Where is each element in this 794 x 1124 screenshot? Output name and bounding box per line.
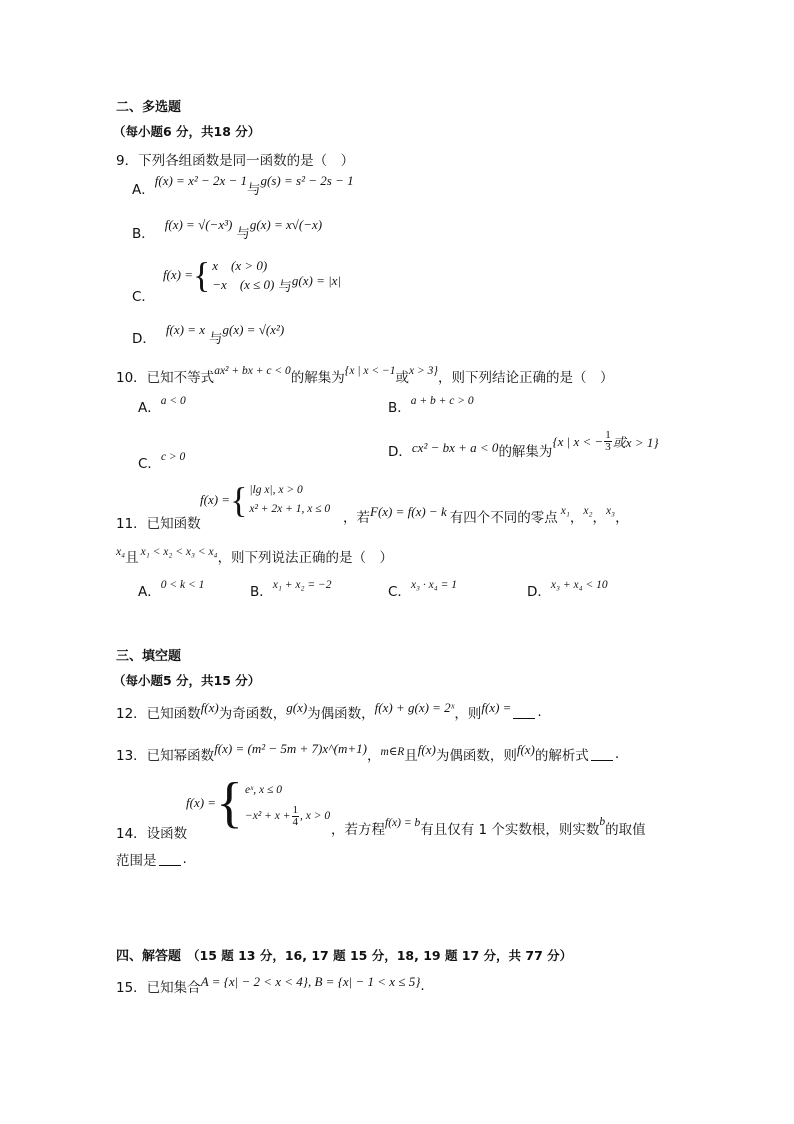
- conj-text: 与: [209, 331, 223, 347]
- case-row: [245, 803, 330, 829]
- answer-blank[interactable]: [159, 853, 181, 866]
- math-expr: x₄: [116, 546, 126, 558]
- left-brace-icon: {: [193, 255, 211, 295]
- math-expr: g(x): [286, 700, 308, 715]
- stem-text: 或: [395, 370, 409, 386]
- section-note: （每小题6 分，共18 分）: [113, 124, 261, 139]
- question-11-stem-cont: [343, 506, 629, 526]
- stem-text: .: [614, 746, 620, 762]
- question-13: [116, 741, 620, 764]
- section-note: （每小题5 分，共15 分）: [113, 673, 261, 688]
- option-label: A．: [132, 182, 155, 198]
- case-row: eˣ, x ≤ 0: [244, 784, 282, 796]
- stem-text: ，: [569, 510, 584, 526]
- math-expr: x₃ · x₄ = 1: [410, 579, 458, 591]
- stem-text: 为偶函数，则: [435, 748, 517, 764]
- stem-text: 为奇函数，: [218, 706, 287, 722]
- math-expr: f(x) =: [200, 492, 231, 507]
- q9-option-a[interactable]: [132, 173, 354, 198]
- option-label: B．: [388, 400, 411, 416]
- stem-text: ，: [592, 510, 606, 526]
- math-expr: cx² − bx + a < 0: [411, 439, 499, 455]
- q11-option-d[interactable]: [527, 580, 608, 600]
- case-row: x² + 2x + 1, x ≤ 0: [249, 503, 331, 515]
- question-14-cont: [331, 818, 646, 838]
- math-expr: f(x) = (m² − 5m + 7)x^(m+1): [214, 741, 367, 756]
- stem-text: 10．已知不等式: [116, 370, 215, 386]
- case-row: −x (x ≤ 0): [212, 277, 275, 292]
- math-expr: x₁ + x₂ = −2: [272, 579, 332, 591]
- math-expr: {x | x < −1: [344, 365, 396, 377]
- answer-blank[interactable]: [591, 748, 613, 761]
- question-15: [116, 976, 425, 996]
- option-label: A．: [138, 400, 161, 416]
- math-expr: a < 0: [160, 395, 186, 407]
- option-label: B．: [132, 226, 155, 242]
- question-12: [116, 702, 542, 722]
- q9-option-c[interactable]: [132, 255, 342, 305]
- section-4-header: [116, 945, 572, 964]
- math-expr: g(x) = x√(−x): [249, 217, 323, 232]
- stem-text: 有四个不同的零点: [449, 510, 558, 526]
- math-expr: a + b + c > 0: [410, 395, 474, 407]
- stem-text: 为偶函数，: [307, 706, 375, 722]
- fraction-denominator: 3: [605, 441, 611, 453]
- math-expr: m∈R: [380, 746, 405, 758]
- question-14-line2: [116, 849, 187, 869]
- math-expr: x₃ + x₄ < 10: [550, 579, 608, 591]
- math-expr: A = {x| − 2 < x < 4}, B = {x| − 1 < x ≤ 5}: [200, 974, 421, 989]
- option-label: C．: [132, 289, 155, 305]
- q9-option-b[interactable]: [132, 217, 323, 242]
- stem-text: ，若: [343, 510, 370, 526]
- case-expr: −x² + x +: [244, 810, 291, 822]
- math-expr: f(x): [516, 742, 535, 757]
- stem-text: ，若方程: [331, 822, 385, 838]
- stem-text: 的解集为: [290, 370, 345, 386]
- conj-text: 与: [247, 182, 261, 198]
- option-label: B．: [250, 584, 273, 600]
- stem-text: ，则下列说法正确的是（ ）: [217, 550, 394, 566]
- math-expr: g(s) = s² − 2s − 1: [260, 173, 354, 188]
- conj-text: 与: [236, 226, 250, 242]
- q11-piecewise: [200, 481, 330, 519]
- option-label: C．: [388, 584, 411, 600]
- stem-text: .: [420, 978, 425, 994]
- stem-text: 有且仅有 1 个实数根，则实数: [420, 822, 600, 838]
- section-title-fill-in: 三、填空题: [116, 649, 182, 664]
- q10-option-a[interactable]: [138, 396, 186, 416]
- option-label: A．: [138, 584, 161, 600]
- stem-text: 13．已知幂函数: [116, 748, 215, 764]
- math-expr: ax² + bx + c < 0: [214, 365, 291, 377]
- stem-text: 14．设函数: [116, 826, 188, 842]
- q11-option-a[interactable]: [138, 580, 204, 600]
- question-10-stem: [116, 366, 613, 386]
- section-title-multiple-choice: 二、多选题: [116, 100, 182, 115]
- fraction-denominator: 4: [292, 815, 299, 828]
- stem-text: 范围是: [116, 853, 157, 869]
- math-expr: g(x) = √(x²): [222, 322, 285, 337]
- math-expr: f(x) = b: [385, 817, 421, 829]
- math-expr: f(x) =: [481, 700, 512, 715]
- answer-text: 的解集为: [498, 443, 553, 460]
- left-brace-icon: {: [230, 480, 248, 520]
- stem-text: 的解析式: [534, 748, 589, 764]
- math-expr: g(x) = |x|: [291, 273, 342, 288]
- piecewise-cases: [212, 256, 274, 294]
- fraction-numerator: 1: [292, 803, 299, 816]
- q10-option-c[interactable]: [138, 452, 185, 472]
- fraction: [604, 430, 612, 453]
- stem-text: ，则: [454, 706, 482, 722]
- answer-blank[interactable]: [513, 706, 535, 719]
- math-expr: f(x) = x: [165, 322, 205, 337]
- math-expr: x₁: [560, 505, 570, 517]
- stem-text: 12．已知函数: [116, 706, 201, 722]
- q11-option-c[interactable]: [388, 580, 457, 600]
- stem-text: ，: [615, 510, 629, 526]
- math-expr: F(x) = f(x) − k: [370, 504, 447, 519]
- math-expr: f(x) = √(−x³): [164, 217, 233, 232]
- question-9-stem: 9．下列各组函数是同一函数的是（ ）: [116, 153, 355, 169]
- q11-option-b[interactable]: [250, 580, 332, 600]
- q14-piecewise: [186, 772, 331, 834]
- set-open: {x | x < −: [552, 433, 604, 449]
- math-expr: x > 3}: [408, 365, 438, 377]
- piecewise-cases: [249, 481, 330, 519]
- left-brace-icon: {: [216, 772, 243, 834]
- math-expr: f(x): [200, 700, 219, 715]
- stem-text: 且: [404, 748, 418, 764]
- math-expr: f(x) + g(x) = 2ˣ: [374, 700, 455, 715]
- stem-text: 15．已知集合: [116, 980, 201, 996]
- conj-text: 与: [278, 279, 292, 295]
- stem-text: ，: [366, 748, 381, 764]
- stem-text: .: [537, 704, 542, 720]
- section-title-solutions: 四、解答题: [116, 949, 182, 964]
- case-row: |lg x|, x > 0: [249, 484, 303, 496]
- stem-text: ，则下列结论正确的是（ ）: [437, 370, 614, 386]
- math-expr: f(x) = x² − 2x − 1: [154, 173, 248, 188]
- question-11-stem-line2: [116, 546, 393, 566]
- piecewise-cases: [245, 777, 330, 829]
- q9-option-d[interactable]: [132, 322, 285, 347]
- math-expr: 0 < k < 1: [160, 579, 205, 591]
- q10-option-b[interactable]: [388, 396, 474, 416]
- case-expr: , x > 0: [300, 810, 331, 822]
- math-expr: f(x) =: [162, 267, 193, 282]
- math-expr: f(x): [417, 742, 436, 757]
- option-label: D．: [388, 443, 412, 460]
- q10-option-d[interactable]: [388, 429, 659, 460]
- question-11-stem-start: 11．已知函数: [116, 516, 201, 532]
- option-label: C．: [138, 456, 161, 472]
- math-expr: x₃: [605, 505, 616, 517]
- fraction-numerator: 1: [605, 429, 611, 441]
- stem-text: 且: [125, 550, 139, 566]
- case-row: x (x > 0): [212, 258, 268, 273]
- stem-text: .: [182, 851, 187, 867]
- math-expr: x₂: [583, 505, 593, 517]
- fraction: [292, 805, 300, 828]
- section-note: （15 题 13 分，16, 17 题 15 分，18, 19 题 17 分，共 77 分）: [187, 947, 573, 963]
- option-label: D．: [132, 331, 156, 347]
- stem-text: 的取值: [605, 822, 646, 838]
- option-label: D．: [527, 584, 551, 600]
- math-expr: f(x) =: [186, 795, 217, 810]
- math-expr: b: [599, 816, 606, 828]
- math-expr: c > 0: [160, 451, 186, 463]
- question-14: [116, 822, 187, 842]
- math-expr: x₁ < x₂ < x₃ < x₄: [140, 546, 218, 558]
- set-close: 或x > 1}: [612, 435, 659, 450]
